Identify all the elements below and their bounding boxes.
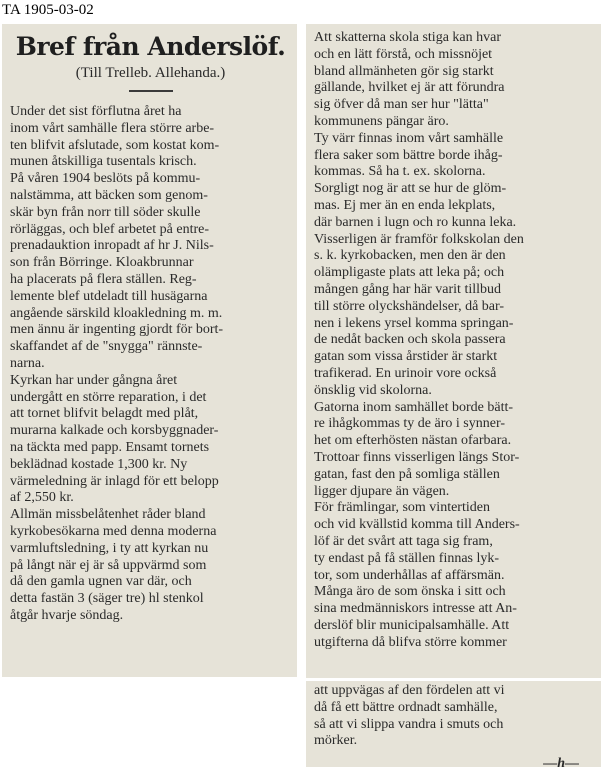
- paragraph-taxes: Att skatterna skola stiga kan hvar och en lätt förstå, och missnöjet bland allmänheten gör sig starkt gällande, hvilket ej är att förundra sig öfver då man ser hur "lätta" kommunens pängar äro.: [314, 30, 505, 129]
- paragraph-heating: Allmän missbelåtenhet råder bland kyrkobesökarna med denna moderna varmluftsledning, i ty att kyrkan nu på långt när ej är så uppvärmd som då den gamla ugnen var där, och detta fastän 3 (säger tre) hl stenkol åtgår hvarje söndag.: [10, 507, 217, 623]
- paragraph-drainage: På våren 1904 beslöts på kommu- nalstämma, att bäcken som genom- skär byn från norr till söder skulle rörläggas, och blef arbetet på entre- prenadauktion inropadt af hr J. Nils- son från Börringe. Kloakbrunnar ha placerats på flera ställen. Reg- lemente blef utdeladt till husägarna angående särskild kloakledning m. m. men ännu är ingenting gjordt för bort- skaffandet af de "snygga" rännste- narna.: [10, 171, 224, 371]
- paragraph-intro: Under det sist förflutna året ha inom vårt samhälle flera större arbe- ten blifvit afslutade, som kostat kom- munen åtskilliga tusentals krisch.: [10, 104, 220, 170]
- paragraph-schools: Ty värr finnas inom vårt samhälle flera saker som bättre borde ihåg- kommas. Så ha t. ex. skolorna. Sorgligt nog är att se hur de glöm- mas. Ej mer än en enda lekplats, där barnen i lugn och ro kunna leka. Visserligen är framför folkskolan den s. k. kyrkobacken, men den är den olämpligaste plats att leka på; och mången gång har här varit tillbud till större olyckshändelser, då bar- nen i lekens yrsel komma springan- de nedåt backen och skola passera gatan som vissa årstider är starkt trafikerad. En urinoir vore också önsklig vid skolorna.: [314, 130, 524, 398]
- paragraph-continuation: att uppvägas af den fördelen att vi då få ett bättre ordnadt samhälle, så att vi slippa vandra i smuts och mörker.: [314, 683, 505, 749]
- article-headline: Bref från Anderslöf.: [15, 32, 286, 61]
- paragraph-church-repair: Kyrkan har under gångna året undergått en större reparation, i det att tornet blifvit belagdt med plåt, murarna kalkade och korsbyggnader- na täckta med papp. Ensamt tornets beklädnad kostade 1,300 kr. Ny värmeledning är inlagd för ett belopp af 2,550 kr.: [10, 372, 219, 506]
- headline-divider: [129, 90, 173, 92]
- article-column-continuation: [306, 681, 601, 767]
- author-signature: —h—: [543, 756, 579, 767]
- article-subhead: (Till Trelleb. Allehanda.): [75, 65, 226, 81]
- article-column-left: [2, 24, 297, 677]
- date-stamp: TA 1905-03-02: [2, 2, 94, 18]
- article-column-right: [306, 24, 601, 678]
- paragraph-streets: Gatorna inom samhället borde bätt- re ihågkommas ty de äro i synner- het om efterhösten nästan ofarbara. Trottoar finns visserligen längs Stor- gatan, fast den på somliga ställen ligger djupare än vägen.: [314, 399, 520, 499]
- paragraph-municipal: Många äro de som önska i sitt och sina medmänniskors intresse att An- derslöf blir municipalsamhälle. Att utgifterna då blifva större kommer: [314, 584, 517, 650]
- paragraph-strangers: För främlingar, som vintertiden och vid kvällstid komma till Anders- löf är det svårt att taga sig fram, ty endast på få ställen finnas lyk- tor, som underhållas af affärsmän.: [314, 500, 520, 583]
